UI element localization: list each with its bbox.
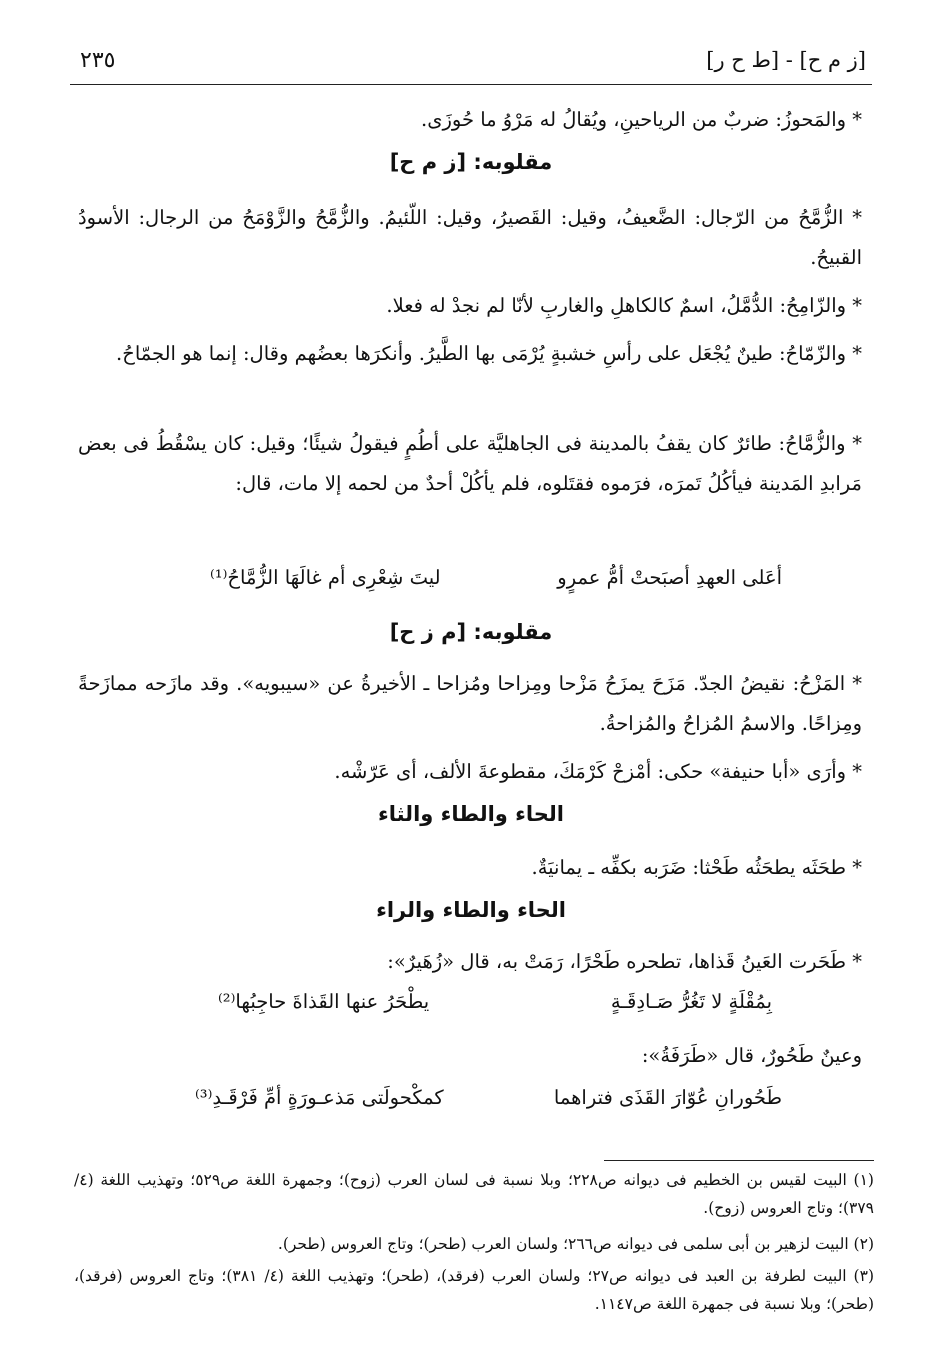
section-heading-htr: الحاء والطاء والراء (376, 898, 566, 922)
running-title: [ز م ح] - [ط ح ر] (706, 48, 866, 72)
footnote-2: (٢) البيت لزهير بن أبى سلمى فى ديوانه ص٢٦٦؛ ولسان العرب (طحر)؛ وتاج العروس (طحر). (277, 1235, 874, 1253)
entry-tahth: * طحَثَه يطحَثُه طَحْثا: ضَرَبه بكفِّه ـ يمانيَةٌ. (531, 856, 862, 879)
page-number: ٢٣٥ (80, 48, 116, 73)
entry-mahwaz: * والمَحوزُ: ضربٌ من الرياحينِ، ويُقالُ له مَرْوُ ما حُوزَى. (421, 108, 862, 131)
footnote-1: (١) البيت لقيس بن الخطيم فى ديوانه ص٢٢٨؛ وبلا نسبة فى لسان العرب (زوح)؛ وجمهرة اللغة ص٥٢٩؛ وتهذيب اللغة (٤/ ٣٧٩)؛ وتاج العروس (زوح). (74, 1171, 874, 1217)
entry-mazh: * المَزْحُ: نقيضُ الجدّ. مَزَحَ يمزَحُ مَزْحا ومِزاحا ومُزاحا ـ الأخيرةُ عن «سيبويه». وقد مازَحه ممازَحةً ومِزاحًا. والاسمُ المُزاحُ والمُزاحةُ. (78, 672, 862, 735)
entry-zamih: * والزّامِحُ: الدُّمَّلُ، اسمٌ كالكاهلِ والغاربِ لأنّا لم نجدْ له فعلا. (386, 294, 862, 317)
entry-zummah: * الزُّمَّحُ من الرّجال: الضَّعيفُ، وقيل: القَصيرُ، وقيل: اللّئيمُ. والزُّمَّحُ والزَّوْمَحُ من الرجال: الأسودُ القبيحُ. (78, 206, 862, 269)
entry-zammah: * والزّمّاحُ: طينٌ يُجْعَل على رأسِ خشبةٍ يُرْمَى بها الطَّيرُ. وأنكرَها بعضُهم وقال: إنما هو الجمّاحُ. (116, 342, 862, 365)
section-heading-zmh: مقلوبه: [ز م ح] (389, 150, 553, 174)
section-heading-hta: الحاء والطاء والثاء (377, 802, 564, 826)
section-heading-mzh: مقلوبه: [م ز ح] (389, 620, 553, 644)
verse-3-first-hemistich: طَحُورانِ عُوّارَ القَذَى فتراهما (553, 1086, 782, 1109)
entry-tahr: * طَحَرت العَينُ قَذاها، تطحره طَحْرًا، رَمَتْ به، قال «زُهَيرٌ»: (387, 950, 862, 973)
entry-tahur: وعينٌ طَحُورٌ، قال «طَرَفَةُ»: (641, 1044, 862, 1067)
footnote-3: (٣) البيت لطرفة بن العبد فى ديوانه ص٢٧؛ ولسان العرب (فرقد)، (طحر)؛ وتهذيب اللغة (٤/ ٣٨١)؛ وتاج العروس (فرقد)، (طحر)؛ وبلا نسبة فى جمهرة اللغة ص١١٤٧. (74, 1267, 874, 1313)
verse-3-second-hemistich: كمكْحولَتى مَذعـورَةٍ أمِّ فَرْقَـدِ⁽³⁾ (195, 1086, 444, 1109)
verse-1-first-hemistich: أعَلى العهدِ أصبَحتْ أمُّ عمرٍو (557, 566, 782, 589)
entry-zummah-bird: * والزُّمَّاحُ: طائرٌ كان يقفُ بالمدينة فى الجاهليَّة على أطُمٍ فيقولُ شيئًا؛ وقيل: كان يسْقُطُ فى بعض مَرابدِ المَدينة فيأكُلُ تَمرَه، فرَموه فقتَلوه، فلم يأكُلْ أحدٌ من لحمه إلا مات، قال: (78, 432, 862, 495)
verse-1-second-hemistich: ليتَ شِعْرِى أم غالَهَا الزُّمَّاحُ⁽¹⁾ (210, 566, 441, 589)
verse-2-first-hemistich: بِمُقْلَةٍ لا تَغُرُّ صَـادِقَـةٍ (610, 990, 772, 1013)
verse-2-second-hemistich: يطْحَرُ عنها القَذاةَ حاجِبُها⁽²⁾ (218, 990, 430, 1013)
entry-abu-hanifa: * وأرَى «أبا حنيفة» حكى: أمْزحْ كَرْمَكَ، مقطوعةَ الألف، أى عَرّشْه. (334, 760, 862, 783)
footnote-separator (604, 1160, 874, 1161)
page-header (70, 48, 872, 85)
